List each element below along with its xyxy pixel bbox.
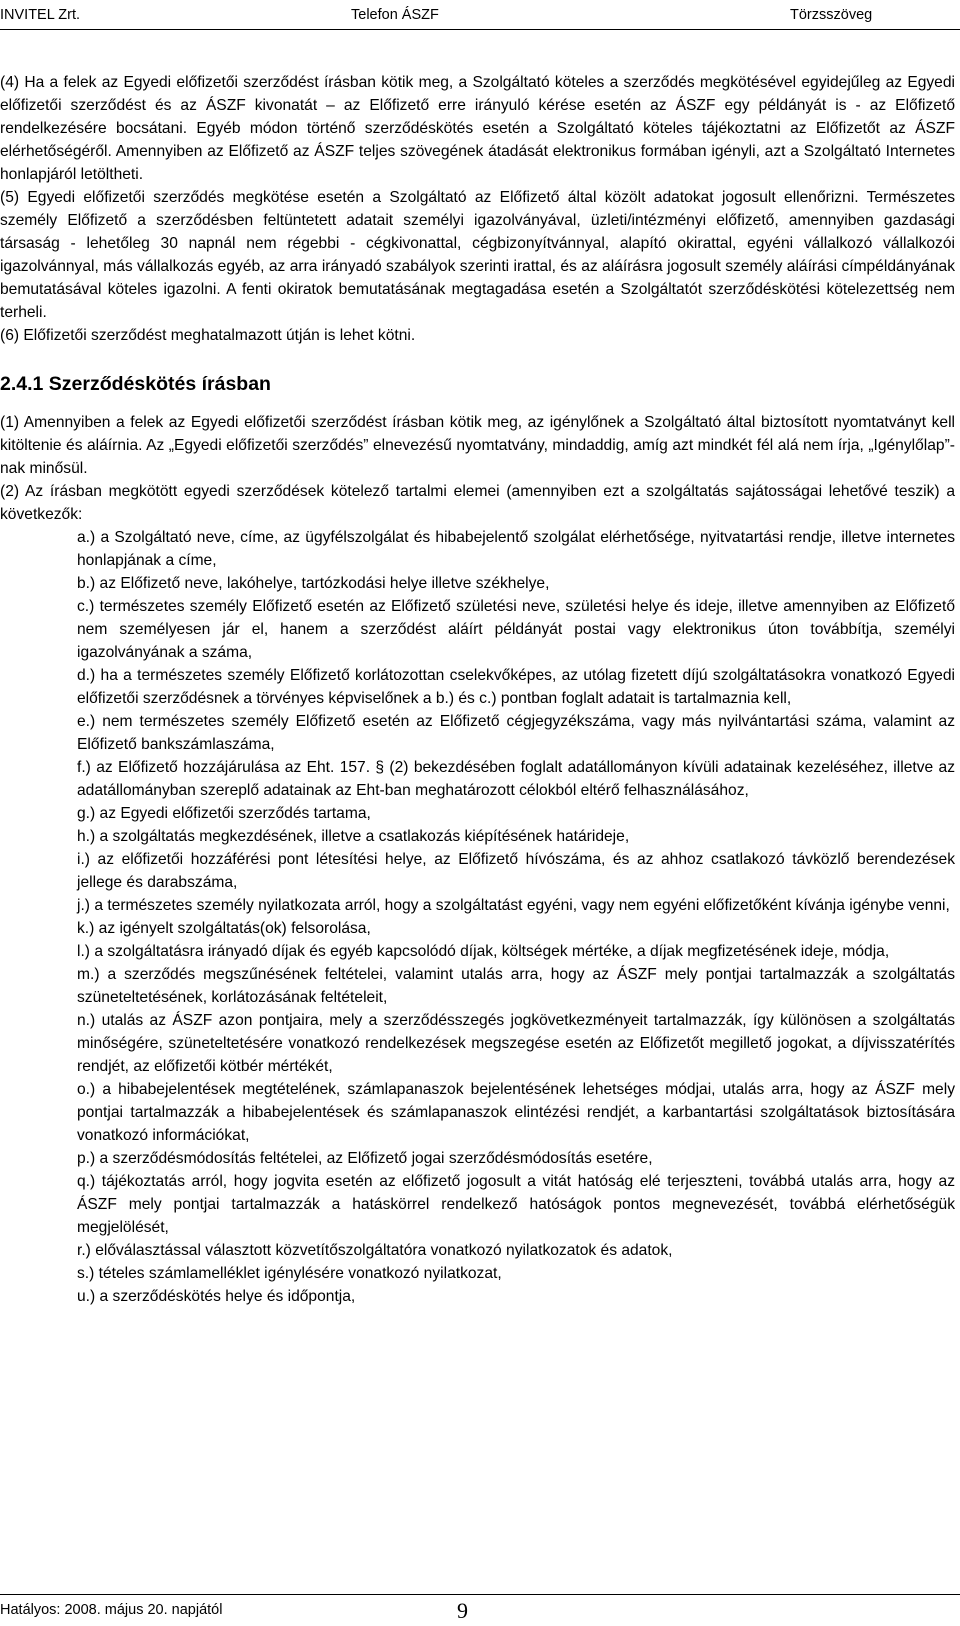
effective-date: Hatályos: 2008. május 20. napjától [0,1602,223,1618]
list-item: f.) az Előfizető hozzájárulása az Eht. 157. § (2) bekezdésében foglalt adatállományon kívüli adatainak kezeléséhez, illetve az adatállományban szereplő adatainak az Eht-ban meghatározott célokból eltérő felhasználásához, [77,759,955,799]
document-body [0,71,955,1308]
list-item: n.) utalás az ÁSZF azon pontjaira, mely a szerződésszegés jogkövetkezményeit tartalmazzák, így különösen a szolgáltatás minőségére, szüneteltetésére vonatkozó rendelkezések megszegése esetén az Előfizetőt megillető jogokat, a díjvisszatérítés rendjét, az előfizetői kötbér mértékét, [77,1012,955,1075]
list-item: m.) a szerződés megszűnésének feltételei, valamint utalás arra, hogy az ÁSZF mely pontjai tartalmazzák a szolgáltatás szüneteltetésének, korlátozásának feltételeit, [77,966,955,1006]
list-item: r.) előválasztással választott közvetítőszolgáltatóra vonatkozó nyilatkozatok és adatok, [77,1242,673,1259]
section-paragraph-1: (1) Amennyiben a felek az Egyedi előfizetői szerződést írásban kötik meg, az igénylőnek a Szolgáltató által biztosított nyomtatványt kell kitöltenie és aláírnia. Az „Egyedi előfizetői szerződés” elnevezésű nyomtatvány, mindaddig, amíg azt mindkét fél alá nem írja, „Igénylőlap”-nak minősül. [0,414,955,477]
list-item: j.) a természetes személy nyilatkozata arról, hogy a szolgáltatást egyéni, vagy nem egyéni előfizetőként kívánja igénybe venni, [77,897,950,914]
list-item: p.) a szerződésmódosítás feltételei, az Előfizető jogai szerződésmódosítás esetére, [77,1150,653,1167]
page-footer [0,1594,960,1626]
content-elements-list [0,526,955,1308]
header-company: INVITEL Zrt. [0,7,81,23]
header-service: Telefon ÁSZF [351,7,439,23]
list-item: u.) a szerződéskötés helye és időpontja, [77,1288,356,1305]
list-item: b.) az Előfizető neve, lakóhelye, tartózkodási helye illetve székhelye, [77,575,550,592]
list-item: o.) a hibabejelentések megtételének, számlapanaszok bejelentésének lehetséges módjai, utalás arra, hogy az ÁSZF mely pontjai tartalmazzák a hibabejelentések és számlapanaszok elintézési rendjét, a karbantartási szolgáltatások biztosítására vonatkozó információkat, [77,1081,955,1144]
list-item: d.) ha a természetes személy Előfizető korlátozottan cselekvőképes, az utólag fizetett díjú szolgáltatásokra vonatkozó Egyedi előfizetői szerződésnek a törvényes képviselőnek a b.) és c.) pontban foglalt adatait is tartalmaznia kell, [77,667,955,707]
list-item: e.) nem természetes személy Előfizető esetén az Előfizető cégjegyzékszáma, vagy más nyilvántartási száma, valamint az Előfizető bankszámlaszáma, [77,713,955,753]
paragraph-6: (6) Előfizetői szerződést meghatalmazott útján is lehet kötni. [0,327,416,344]
list-item: c.) természetes személy Előfizető esetén az Előfizető születési neve, születési helye és ideje, illetve amennyiben az Előfizető nem személyesen jár el, hanem a szerződést aláírt példányát postai vagy elektronikus úton továbbítja, személyi igazolványának a száma, [77,598,955,661]
paragraph-5: (5) Egyedi előfizetői szerződés megkötése esetén a Szolgáltató az Előfizető által közölt adatokat jogosult ellenőrizni. Természetes személy Előfizető a szerződésben feltüntetett adatait személyi igazolványával, üzleti/intézményi előfizető, amennyiben gazdasági társaság - lehetőleg 30 napnál nem régebbi - cégkivonattal, cégbizonyítvánnyal, alapító okirattal, egyéni vállalkozó vállalkozói igazolvánnyal, más vállalkozás egyéb, az arra irányadó szabályok szerinti irattal, és az aláírásra jogosult személy aláírási címpéldányának bemutatásával köteles igazolni. A fenti okiratok bemutatásának megtagadása esetén a Szolgáltatót szerződéskötési kötelezettség nem terheli. [0,189,955,321]
list-item: h.) a szolgáltatás megkezdésének, illetve a csatlakozás kiépítésének határideje, [77,828,630,845]
list-item: i.) az előfizetői hozzáférési pont létesítési helye, az Előfizető hívószáma, és az ahhoz csatlakozó távközlő berendezések jellege és darabszáma, [77,851,955,891]
paragraph-4: (4) Ha a felek az Egyedi előfizetői szerződést írásban kötik meg, a Szolgáltató köteles a szerződés megkötésével egyidejűleg az Egyedi előfizetői szerződést és az ÁSZF kivonatát – az Előfizető erre irányuló kérése esetén az ÁSZF egy példányát is - az Előfizető rendelkezésére bocsátani. Egyéb módon történő szerződéskötés esetén a Szolgáltató köteles tájékoztatni az Előfizetőt az ÁSZF elérhetőségéről. Amennyiben az Előfizető az ÁSZF teljes szövegének átadását elektronikus formában igényli, azt a Szolgáltató Internetes honlapjáról letöltheti. [0,74,955,183]
header-divider [0,29,960,30]
list-item: s.) tételes számlamelléklet igénylésére vonatkozó nyilatkozat, [77,1265,502,1282]
section-heading: 2.4.1 Szerződéskötés írásban [0,373,271,395]
page-number: 9 [457,1598,468,1623]
footer-divider [0,1594,960,1595]
list-item: l.) a szolgáltatásra irányadó díjak és egyéb kapcsolódó díjak, költségek mértéke, a díjak megfizetésének ideje, módja, [77,943,890,960]
page-header [0,0,960,30]
list-item: g.) az Egyedi előfizetői szerződés tartama, [77,805,371,822]
list-item: q.) tájékoztatás arról, hogy jogvita esetén az előfizető jogosult a vitát hatóság elé terjeszteni, továbbá utalás arra, hogy az ÁSZF mely pontjai tartalmazzák a hatáskörrel rendelkező hatóságok pontos megnevezését, továbbá elérhetőségük megjelölését, [77,1173,955,1236]
list-item: k.) az igényelt szolgáltatás(ok) felsorolása, [77,920,371,937]
section-paragraph-2: (2) Az írásban megkötött egyedi szerződések kötelező tartalmi elemei (amennyiben ezt a szolgáltatás sajátosságai lehetővé teszik) a következők: [0,483,955,523]
list-item: a.) a Szolgáltató neve, címe, az ügyfélszolgálat és hibabejelentő szolgálat elérhetősége, nyitvatartási rendje, illetve internetes honlapjának a címe, [77,529,955,569]
header-doc-type: Törzsszöveg [790,7,873,23]
